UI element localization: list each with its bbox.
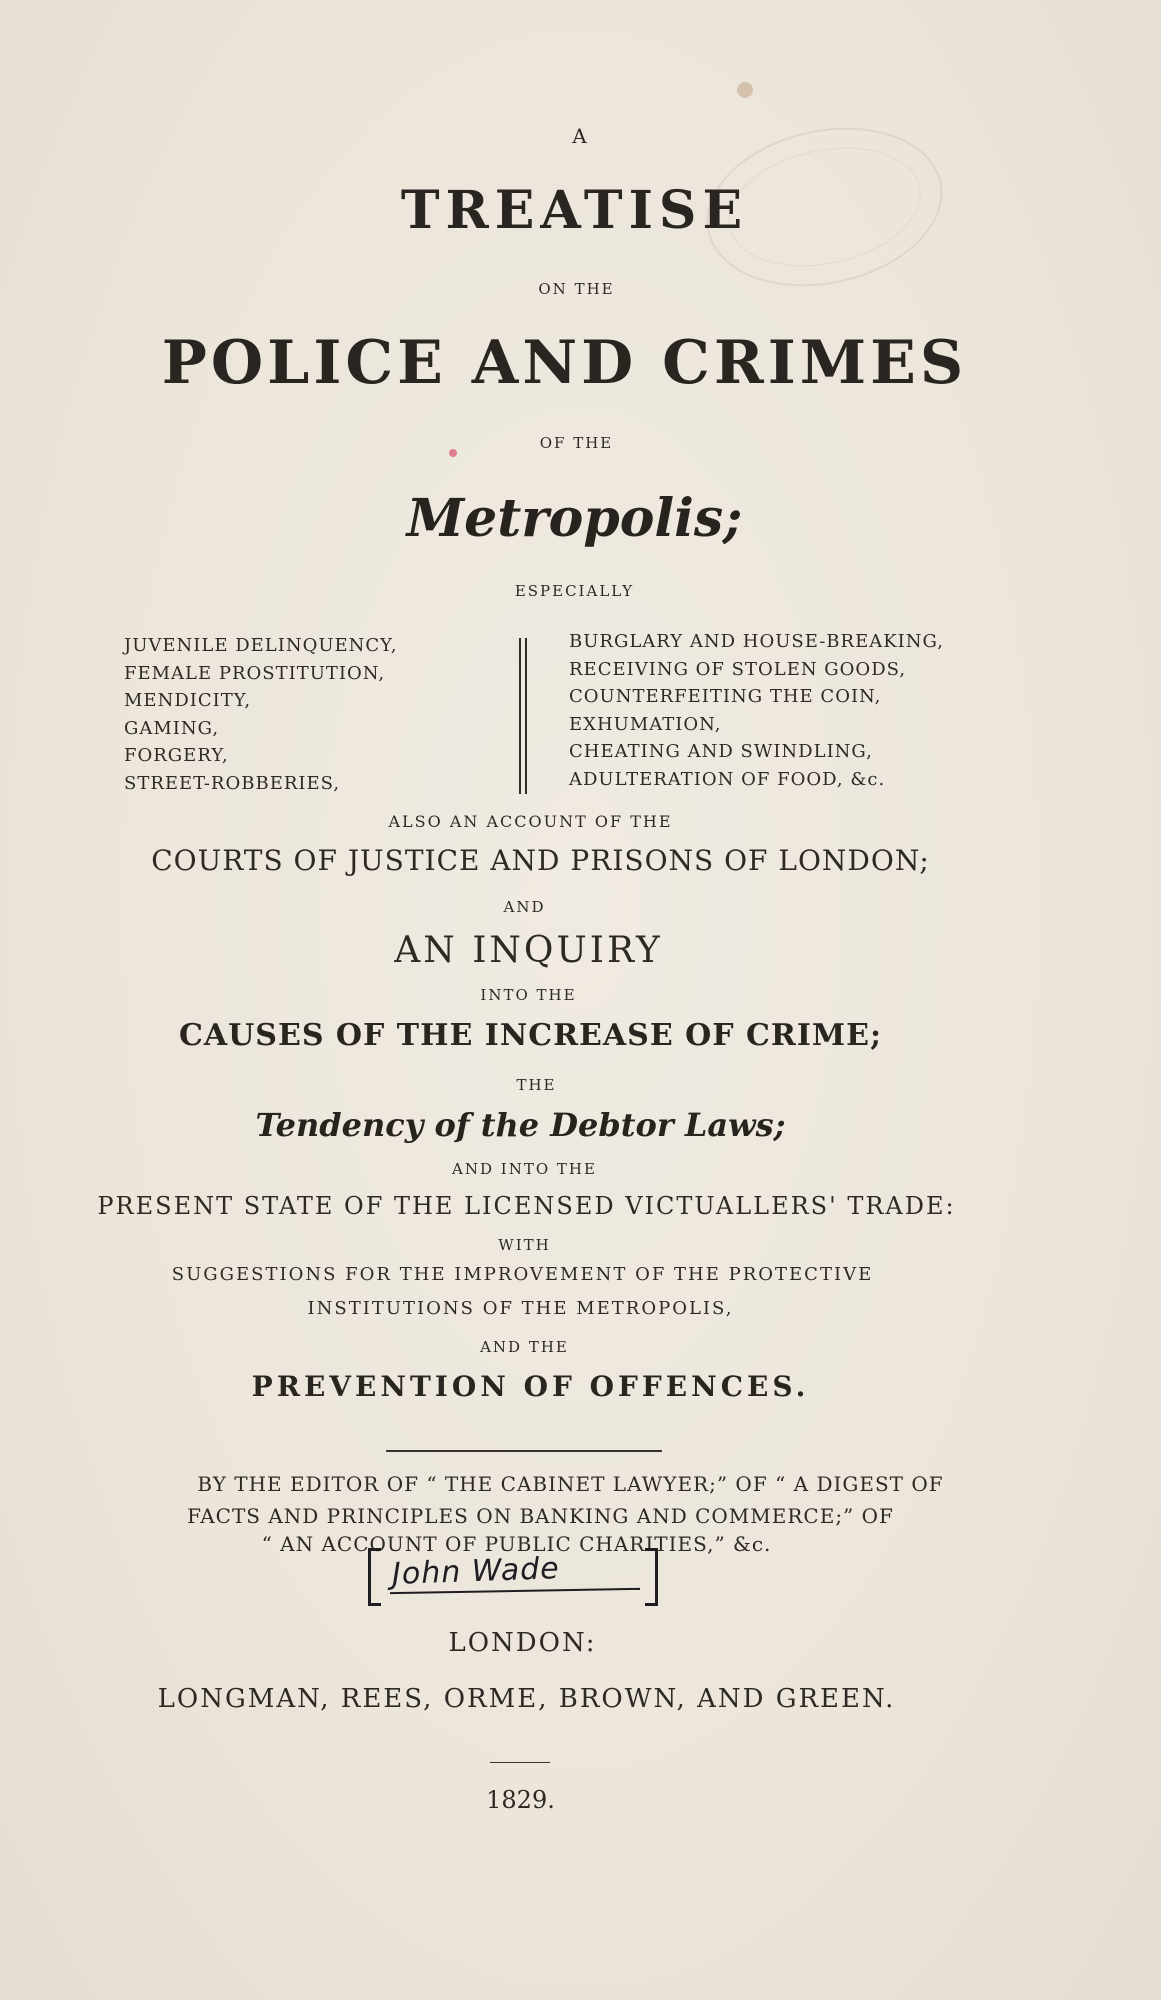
present-state-heading: PRESENT STATE OF THE LICENSED VICTUALLERS' TRADE: [97, 1192, 956, 1220]
prevention-heading: PREVENTION OF OFFENCES. [251, 1370, 810, 1403]
and-the: AND THE [480, 1338, 569, 1356]
title-police-and-crimes: POLICE AND CRIMES [161, 328, 968, 398]
handwritten-attribution [360, 1546, 670, 1606]
list-item: MENDICITY, [124, 690, 252, 711]
inquiry-heading: AN INQUIRY [394, 930, 663, 971]
title-article: A [572, 124, 589, 148]
list-item: RECEIVING OF STOLEN GOODS, [569, 658, 907, 680]
the: THE [516, 1076, 557, 1094]
list-item: FORGERY, [124, 745, 229, 766]
list-item: GAMING, [124, 717, 220, 739]
list-item: STREET-ROBBERIES, [124, 772, 341, 794]
list-item: EXHUMATION, [569, 713, 722, 735]
title-metropolis: Metropolis; [406, 488, 743, 549]
list-item: JUVENILE DELINQUENCY, [124, 635, 398, 656]
list-item: ADULTERATION OF FOOD, &c. [569, 768, 886, 790]
with: WITH [498, 1236, 551, 1254]
column-divider [519, 638, 527, 794]
editor-line-2: FACTS AND PRINCIPLES ON BANKING AND COMMERCE;” OF [187, 1504, 894, 1528]
divider-rule [386, 1450, 662, 1452]
especially: ESPECIALLY [514, 582, 635, 600]
title-treatise: TREATISE [400, 180, 749, 241]
causes-heading: CAUSES OF THE INCREASE OF CRIME; [178, 1018, 883, 1053]
short-rule [490, 1762, 550, 1763]
courts-heading: COURTS OF JUSTICE AND PRISONS OF LONDON; [151, 844, 930, 877]
city: LONDON: [448, 1628, 597, 1658]
right-offence-list [569, 628, 944, 793]
of-the: OF THE [539, 434, 614, 452]
list-item: BURGLARY AND HOUSE-BREAKING, [569, 631, 944, 652]
list-item: COUNTERFEITING THE COIN, [569, 686, 882, 707]
tendency-heading: Tendency of the Debtor Laws; [255, 1106, 786, 1144]
on-the: ON THE [538, 280, 615, 298]
editor-line-3: “ AN ACCOUNT OF PUBLIC CHARITIES,” &c. [261, 1532, 772, 1556]
institutions-line: INSTITUTIONS OF THE METROPOLIS, [307, 1298, 734, 1319]
suggestions-line: SUGGESTIONS FOR THE IMPROVEMENT OF THE PROTECTIVE [171, 1264, 874, 1285]
list-item: FEMALE PROSTITUTION, [124, 662, 386, 684]
and-1: AND [503, 898, 546, 916]
and-into-the: AND INTO THE [452, 1160, 597, 1178]
list-item: CHEATING AND SWINDLING, [569, 741, 873, 762]
foxing-spot [737, 82, 753, 98]
publication-year: 1829. [486, 1786, 555, 1814]
also-an-account: ALSO AN ACCOUNT OF THE [388, 812, 673, 831]
left-offence-list [124, 632, 397, 797]
editor-line-1: BY THE EDITOR OF “ THE CABINET LAWYER;” OF “ A DIGEST OF [197, 1472, 944, 1496]
handwritten-name: John Wade [391, 1551, 561, 1592]
into-the-1: INTO THE [480, 986, 577, 1004]
right-bracket [645, 1548, 658, 1606]
publishers: LONGMAN, REES, ORME, BROWN, AND GREEN. [157, 1684, 896, 1714]
left-bracket [368, 1548, 381, 1606]
